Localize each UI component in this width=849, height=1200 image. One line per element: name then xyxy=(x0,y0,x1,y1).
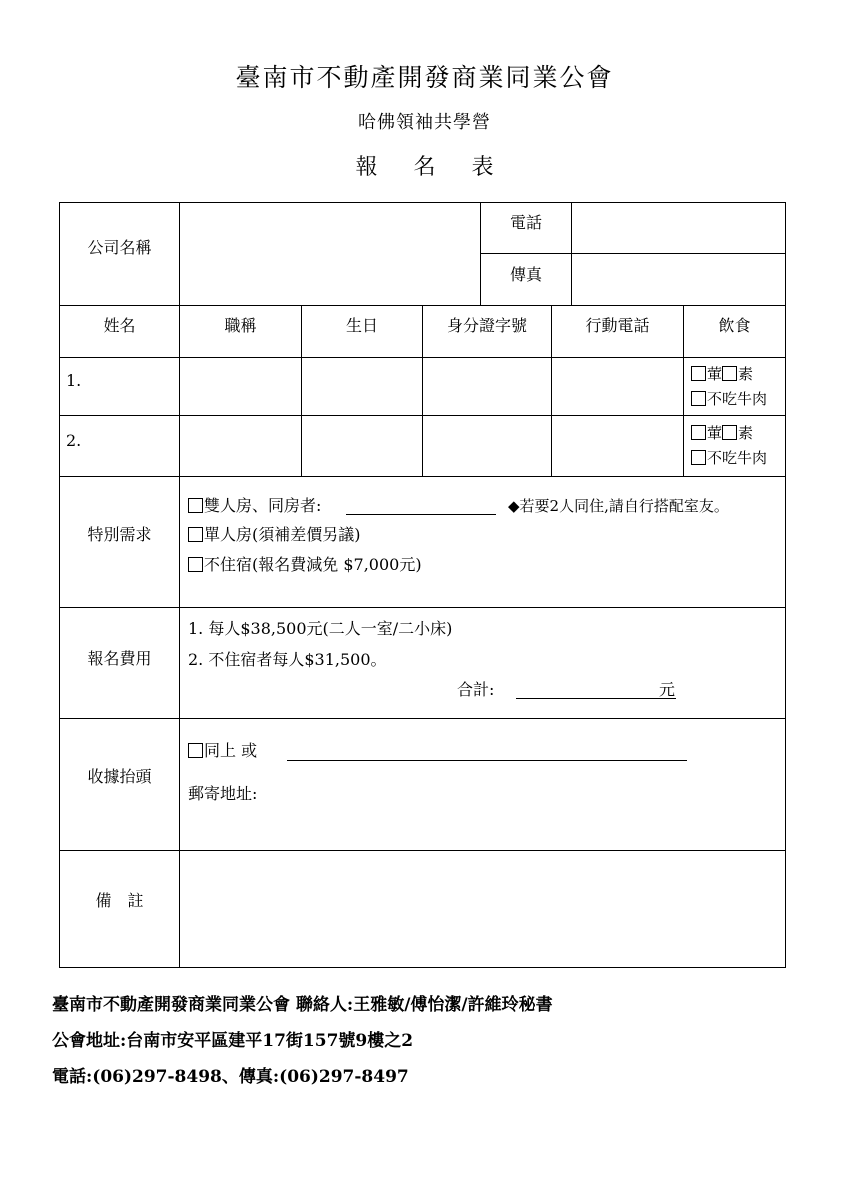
org-title: 臺南市不動產開發商業同業公會 xyxy=(235,63,614,92)
diet-options xyxy=(691,365,753,383)
no-beef-label: 不吃牛肉 xyxy=(707,449,768,467)
event-title: 哈佛領袖共學營 xyxy=(358,112,491,133)
grid-line xyxy=(59,967,786,968)
footer-phone: 電話:(06)297-8498、傳真:(06)297-8497 xyxy=(52,1067,409,1087)
total-label: 合計: xyxy=(457,680,495,699)
grid-line xyxy=(59,850,786,851)
grid-line xyxy=(59,718,786,719)
grid-line xyxy=(59,607,786,608)
roommate-note: ◆若要2人同住,請自行搭配室友。 xyxy=(508,497,729,515)
diet-options xyxy=(691,424,753,442)
fee-label: 報名費用 xyxy=(87,649,152,668)
vegetarian-label: 素 xyxy=(738,424,754,442)
meat-label: 葷 xyxy=(707,365,723,383)
col-id-number: 身分證字號 xyxy=(446,316,527,335)
receipt-label: 收據抬頭 xyxy=(87,767,152,786)
vegetarian-checkbox[interactable] xyxy=(722,366,737,381)
receipt-same-option xyxy=(188,741,257,760)
no-stay-option xyxy=(188,555,422,574)
footer-address: 公會地址:台南市安平區建平17街157號9樓之2 xyxy=(52,1031,414,1051)
no-stay-checkbox[interactable] xyxy=(188,557,203,572)
single-room-option xyxy=(188,525,361,544)
remarks-label: 備 註 xyxy=(95,891,144,910)
double-room-checkbox[interactable] xyxy=(188,498,203,513)
form-title-char-3: 表 xyxy=(471,155,494,180)
form-title-char-1: 報 xyxy=(355,155,378,180)
col-birthday: 生日 xyxy=(345,316,378,335)
company-name-label: 公司名稱 xyxy=(87,238,152,257)
total-line[interactable] xyxy=(516,698,676,699)
no-stay-label: 不住宿(報名費減免 $7,000元) xyxy=(204,555,422,574)
vegetarian-label: 素 xyxy=(738,365,754,383)
double-room-option xyxy=(188,496,321,515)
col-name: 姓名 xyxy=(103,316,136,335)
fee-item-2: 2. 不住宿者每人$31,500。 xyxy=(188,650,387,669)
footer-contact: 臺南市不動產開發商業同業公會 聯絡人:王雅敏/傅怡潔/許維玲秘書 xyxy=(52,995,553,1015)
row-number: 1. xyxy=(66,371,82,390)
same-as-above-label: 同上 或 xyxy=(204,741,258,760)
single-room-checkbox[interactable] xyxy=(188,527,203,542)
form-title-char-2: 名 xyxy=(413,155,436,180)
no-beef-checkbox[interactable] xyxy=(691,391,706,406)
row-number: 2. xyxy=(66,431,82,450)
same-as-above-checkbox[interactable] xyxy=(188,743,203,758)
no-beef-checkbox[interactable] xyxy=(691,450,706,465)
form-title xyxy=(0,150,849,181)
col-mobile: 行動電話 xyxy=(585,316,650,335)
single-room-label: 單人房(須補差價另議) xyxy=(204,525,361,544)
total-unit: 元 xyxy=(659,680,676,699)
meat-checkbox[interactable] xyxy=(691,425,706,440)
meat-checkbox[interactable] xyxy=(691,366,706,381)
diet-options xyxy=(691,390,767,408)
no-beef-label: 不吃牛肉 xyxy=(707,390,768,408)
grid-line xyxy=(480,253,786,254)
special-label: 特別需求 xyxy=(87,525,152,544)
roommate-line[interactable] xyxy=(346,514,496,515)
vegetarian-checkbox[interactable] xyxy=(722,425,737,440)
grid-line xyxy=(59,202,786,203)
fax-label: 傳真 xyxy=(509,265,542,284)
phone-label: 電話 xyxy=(509,213,542,232)
address-label: 郵寄地址: xyxy=(188,784,258,803)
diet-options xyxy=(691,449,767,467)
meat-label: 葷 xyxy=(707,424,723,442)
fee-item-1: 1. 每人$38,500元(二人一室/二小床) xyxy=(188,619,453,638)
receipt-title-line[interactable] xyxy=(287,760,687,761)
col-diet: 飲食 xyxy=(718,316,751,335)
double-room-label: 雙人房、同房者: xyxy=(204,496,322,515)
col-title: 職稱 xyxy=(224,316,257,335)
